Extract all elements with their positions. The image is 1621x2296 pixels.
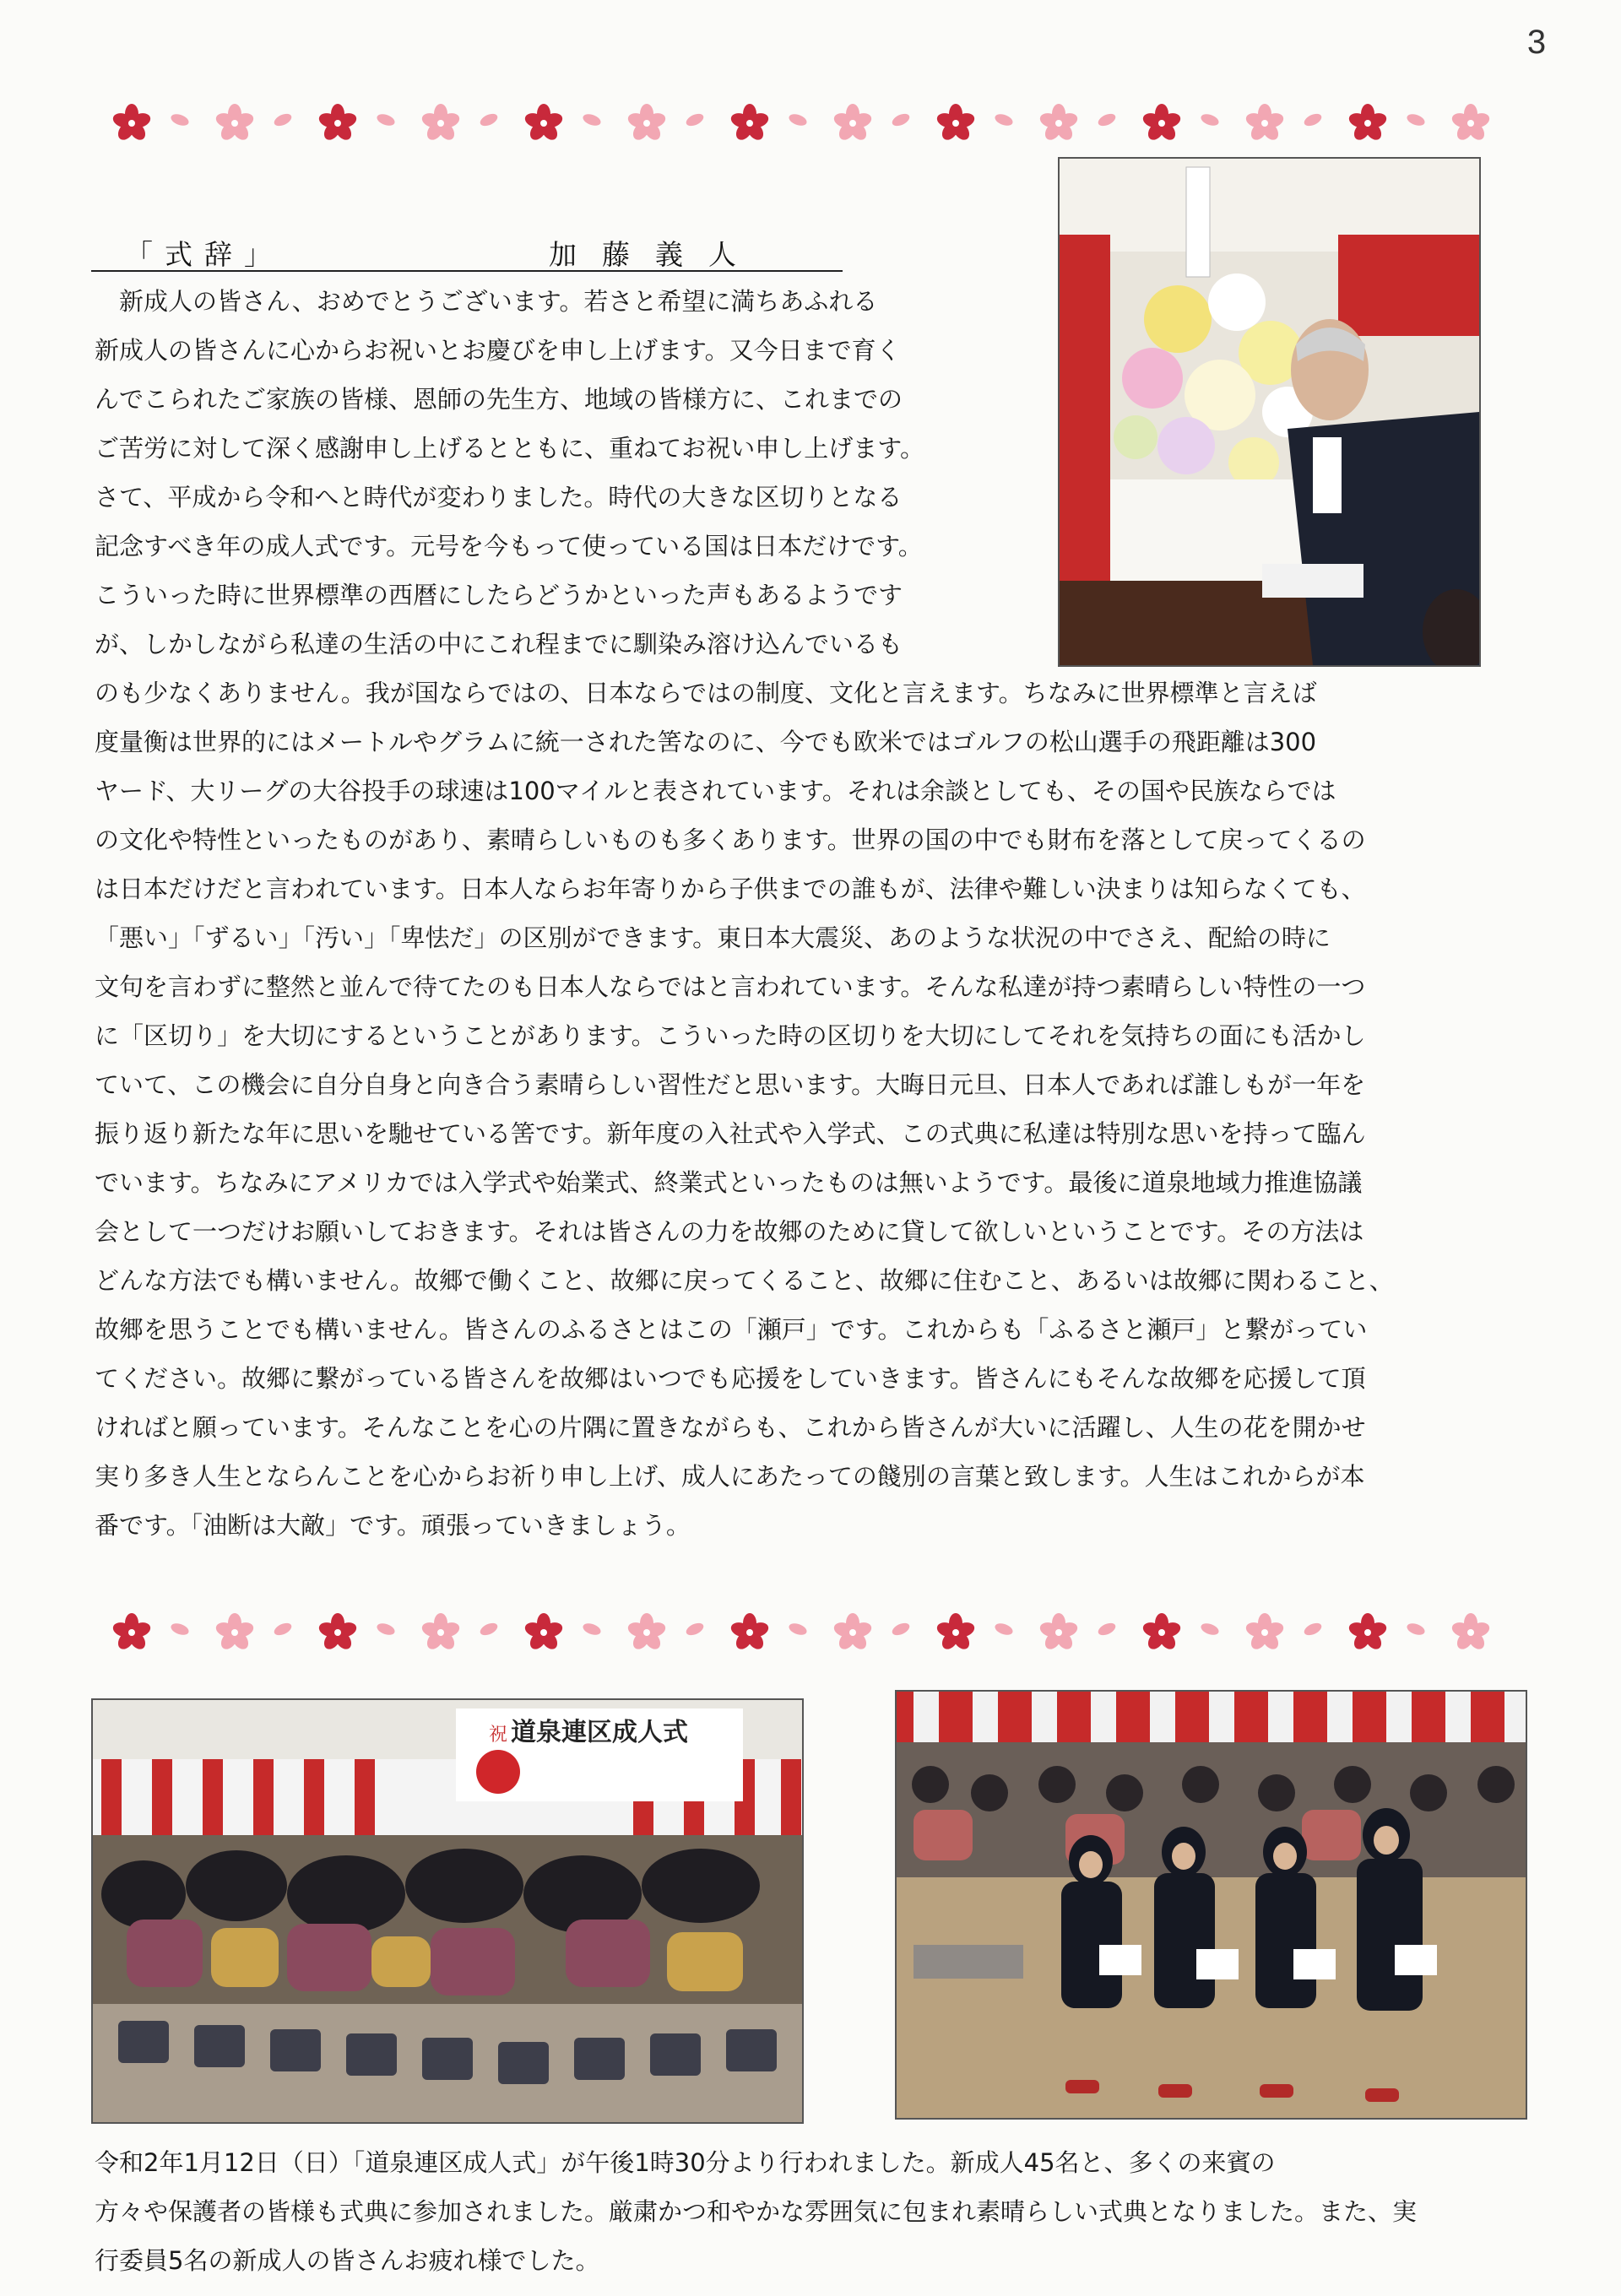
cherry-blossom-icon xyxy=(522,101,566,145)
speech-line: でいます。ちなみにアメリカでは入学式や始業式、終業式といったものは無いようです。最後に道泉地域力推進協議 xyxy=(95,1168,1363,1197)
blossom-petal-icon xyxy=(1096,111,1117,128)
blossom-petal-icon xyxy=(1406,1622,1427,1638)
blossom-petal-icon xyxy=(890,111,911,128)
blossom-petal-icon xyxy=(788,1622,809,1638)
ceremony-hall-photo-right xyxy=(895,1690,1527,2120)
speech-line: 度量衡は世界的にはメートルやグラムに統一された筈なのに、今でも欧米ではゴルフの松山選手の飛距離は300 xyxy=(95,728,1317,756)
blossom-petal-icon xyxy=(1096,1621,1117,1638)
cherry-blossom-icon xyxy=(1243,101,1287,145)
cherry-blossom-icon xyxy=(1243,1611,1287,1654)
speech-line: こういった時に世界標準の西暦にしたらどうかといった声もあるようです xyxy=(95,581,903,609)
blossom-petal-icon xyxy=(376,1622,397,1638)
cherry-blossom-icon xyxy=(728,101,772,145)
cherry-blossom-icon xyxy=(831,1611,875,1654)
cherry-blossom-icon xyxy=(213,101,257,145)
blossom-petal-icon xyxy=(170,112,191,128)
blossom-petal-icon xyxy=(1302,1621,1323,1638)
speech-line: ていて、この機会に自分自身と向き合う素晴らしい習性だと思います。大晦日元旦、日本人であれば誰しもが一年を xyxy=(95,1070,1366,1099)
speech-line: 文句を言わずに整然と並んで待てたのも日本人ならではと言われています。そんな私達が持つ素晴らしい特性の一つ xyxy=(95,972,1366,1001)
blossom-petal-icon xyxy=(478,111,499,128)
blossom-petal-icon xyxy=(1200,112,1221,128)
speech-line: 新成人の皆さん、おめでとうございます。若さと希望に満ちあふれる xyxy=(95,287,878,316)
speech-line: のも少なくありません。我が国ならではの、日本ならではの制度、文化と言えます。ちなみに世界標準と言えば xyxy=(95,679,1317,707)
cherry-blossom-icon xyxy=(110,101,154,145)
blossom-petal-icon xyxy=(272,1621,293,1638)
cherry-blossom-icon xyxy=(522,1611,566,1654)
cherry-blossom-icon xyxy=(625,101,669,145)
cherry-blossom-icon xyxy=(316,101,360,145)
page-number: 3 xyxy=(1526,24,1547,61)
blossom-petal-icon xyxy=(376,112,397,128)
speech-line: どんな方法でも構いません。故郷で働くこと、故郷に戻ってくること、故郷に住むこと、あるいは故郷に関わること、 xyxy=(95,1266,1394,1295)
cherry-blossom-icon xyxy=(110,1611,154,1654)
blossom-petal-icon xyxy=(582,1622,603,1638)
cherry-blossom-icon xyxy=(213,1611,257,1654)
blossom-petal-icon xyxy=(890,1621,911,1638)
cherry-blossom-icon xyxy=(934,1611,978,1654)
attendees-seated-icon xyxy=(897,1692,1526,2118)
cherry-blossom-border-middle xyxy=(0,1604,1621,1663)
speech-title: 「式辞」 xyxy=(125,238,284,271)
speech-line: ヤード、大リーグの大谷投手の球速は100マイルと表されています。それは余談としても、その国や民族ならでは xyxy=(95,777,1336,805)
speech-line: てください。故郷に繋がっている皆さんを故郷はいつでも応援をしていきます。皆さんにもそんな故郷を応援して頂 xyxy=(95,1364,1366,1393)
cherry-blossom-icon xyxy=(831,101,875,145)
blossom-petal-icon xyxy=(684,111,705,128)
blossom-petal-icon xyxy=(684,1621,705,1638)
cherry-blossom-icon xyxy=(1346,1611,1390,1654)
speech-line: が、しかしながら私達の生活の中にこれ程までに馴染み溶け込んでいるも xyxy=(95,630,903,658)
blossom-petal-icon xyxy=(272,111,293,128)
cherry-blossom-icon xyxy=(419,1611,463,1654)
blossom-petal-icon xyxy=(582,112,603,128)
speech-line: ければと願っています。そんなことを心の片隅に置きながらも、これから皆さんが大いに活躍し、人生の花を開かせ xyxy=(95,1413,1366,1442)
ceremony-hall-photo-left xyxy=(91,1698,804,2124)
cherry-blossom-icon xyxy=(728,1611,772,1654)
speech-author: 加藤義人 xyxy=(549,238,762,271)
cherry-blossom-icon xyxy=(1037,1611,1081,1654)
speech-line: 故郷を思うことでも構いません。皆さんのふるさとはこの「瀬戸」です。これからも「ふるさと瀬戸」と繋がってい xyxy=(95,1315,1368,1344)
blossom-petal-icon xyxy=(994,1622,1015,1638)
speech-line: は日本だけだと言われています。日本人ならお年寄りから子供までの誰もが、法律や難しい決まりは知らなくても、 xyxy=(95,875,1366,903)
blossom-petal-icon xyxy=(1406,112,1427,128)
speech-line: の文化や特性といったものがあり、素晴らしいものも多くあります。世界の国の中でも財布を落として戻ってくるの xyxy=(95,826,1366,854)
speaker-at-podium-icon xyxy=(1060,159,1479,665)
speech-line: に「区切り」を大切にするということがあります。こういった時の区切りを大切にしてそれを気持ちの面にも活かし xyxy=(95,1021,1366,1050)
speech-line: さて、平成から令和へと時代が変わりました。時代の大きな区切りとなる xyxy=(95,483,903,512)
caption-line: 方々や保護者の皆様も式典に参加されました。厳粛かつ和やかな雰囲気に包まれ素晴らしい式典となりました。また、実 xyxy=(95,2197,1418,2226)
cherry-blossom-icon xyxy=(1140,101,1184,145)
speech-line: 新成人の皆さんに心からお祝いとお慶びを申し上げます。又今日まで育く xyxy=(95,336,901,365)
caption-line: 行委員5名の新成人の皆さんお疲れ様でした。 xyxy=(95,2246,600,2275)
cherry-blossom-border-top xyxy=(0,95,1621,154)
blossom-petal-icon xyxy=(170,1622,191,1638)
cherry-blossom-icon xyxy=(1346,101,1390,145)
ceremony-banner-text: 道泉連区成人式 xyxy=(511,1718,688,1747)
cherry-blossom-icon xyxy=(1037,101,1081,145)
blossom-petal-icon xyxy=(478,1621,499,1638)
cherry-blossom-icon xyxy=(1140,1611,1184,1654)
cherry-blossom-icon xyxy=(316,1611,360,1654)
caption-line: 令和2年1月12日（日）「道泉連区成人式」が午後1時30分より行われました。新成人45名と、多くの来賓の xyxy=(95,2148,1276,2177)
speech-line: 振り返り新たな年に思いを馳せている筈です。新年度の入社式や入学式、この式典に私達は特別な思いを持って臨ん xyxy=(95,1119,1366,1148)
speech-line: ご苦労に対して深く感謝申し上げるとともに、重ねてお祝い申し上げます。 xyxy=(95,434,924,463)
cherry-blossom-icon xyxy=(934,101,978,145)
blossom-petal-icon xyxy=(1302,111,1323,128)
speech-line: 記念すべき年の成人式です。元号を今もって使っている国は日本だけです。 xyxy=(95,532,923,560)
cherry-blossom-icon xyxy=(625,1611,669,1654)
ceremony-hall-photo-left-graphic xyxy=(93,1700,802,2122)
blossom-petal-icon xyxy=(1200,1622,1221,1638)
blossom-petal-icon xyxy=(788,112,809,128)
blossom-petal-icon xyxy=(994,112,1015,128)
cherry-blossom-icon xyxy=(1449,1611,1493,1654)
speech-line: 番です。「油断は大敵」です。頑張っていきましょう。 xyxy=(95,1511,691,1540)
cherry-blossom-icon xyxy=(1449,101,1493,145)
speech-line: 会として一つだけお願いしておきます。それは皆さんの力を故郷のために貸して欲しいということです。その方法は xyxy=(95,1217,1364,1246)
cherry-blossom-icon xyxy=(419,101,463,145)
celebration-mark: 祝 xyxy=(488,1725,508,1746)
speaker-photo xyxy=(1058,157,1481,667)
speech-line: 実り多き人生とならんことを心からお祈り申し上げ、成人にあたっての餞別の言葉と致します。人生はこれからが本 xyxy=(95,1462,1365,1491)
speech-line: んでこられたご家族の皆様、恩師の先生方、地域の皆様方に、これまでの xyxy=(95,385,903,414)
speech-line: 「悪い」「ずるい」「汚い」「卑怯だ」の区別ができます。東日本大震災、あのような状況の中でさえ、配給の時に xyxy=(95,923,1331,952)
